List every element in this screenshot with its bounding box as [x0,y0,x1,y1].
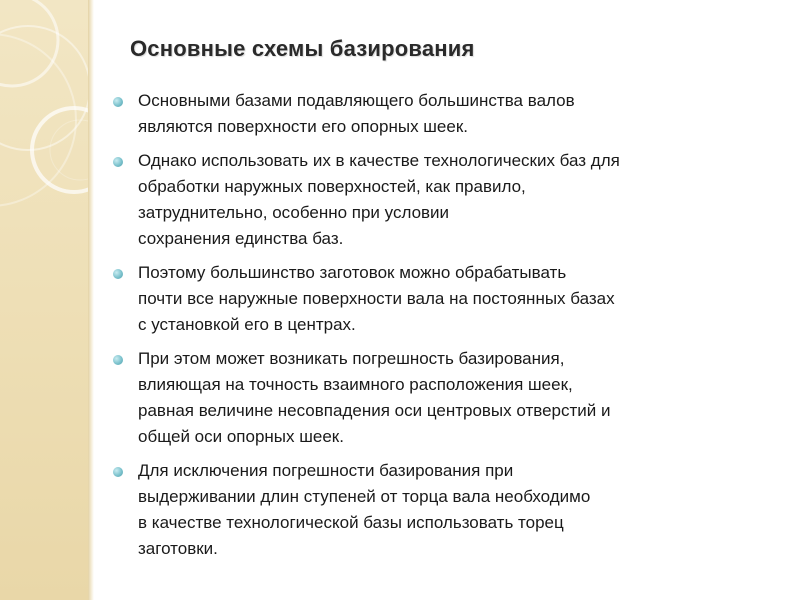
panel-divider [88,0,94,600]
decorative-circles [0,0,100,600]
bullet-dot-icon [113,355,123,365]
bullet-line: затруднительно, особенно при условии [138,203,450,222]
bullet-line: Однако использовать их в качестве технологических баз для [138,151,620,170]
bullet-line: с установкой его в центрах. [138,315,356,334]
bullet-line: сохранения единства баз. [138,229,344,248]
bullet-line: Основными базами подавляющего большинства валов [138,91,575,110]
bullet-item [110,148,790,252]
bullet-dot-icon [113,97,123,107]
bullet-dot-icon [113,467,123,477]
bullet-line: обработки наружных поверхностей, как правило, [138,177,526,196]
bullet-line: Поэтому большинство заготовок можно обрабатывать [138,263,567,282]
bullet-item [110,458,790,562]
bullet-line: выдерживании длин ступеней от торца вала необходимо [138,487,591,506]
bullet-line: заготовки. [138,539,218,558]
bullet-list [110,88,790,570]
bullet-item [110,346,790,450]
bullet-item [110,88,790,140]
slide-title: Основные схемы базирования [130,36,475,61]
bullet-line: являются поверхности его опорных шеек. [138,117,469,136]
bullet-dot-icon [113,157,123,167]
bullet-line: равная величине несовпадения оси центровых отверстий и [138,401,611,420]
bullet-line: При этом может возникать погрешность базирования, [138,349,565,368]
bullet-line: почти все наружные поверхности вала на постоянных базах [138,289,615,308]
bullet-dot-icon [113,269,123,279]
bullet-line: общей оси опорных шеек. [138,427,344,446]
bullet-line: влияющая на точность взаимного расположения шеек, [138,375,573,394]
bullet-line: Для исключения погрешности базирования при [138,461,514,480]
bullet-item [110,260,790,338]
bullet-line: в качестве технологической базы использовать торец [138,513,564,532]
